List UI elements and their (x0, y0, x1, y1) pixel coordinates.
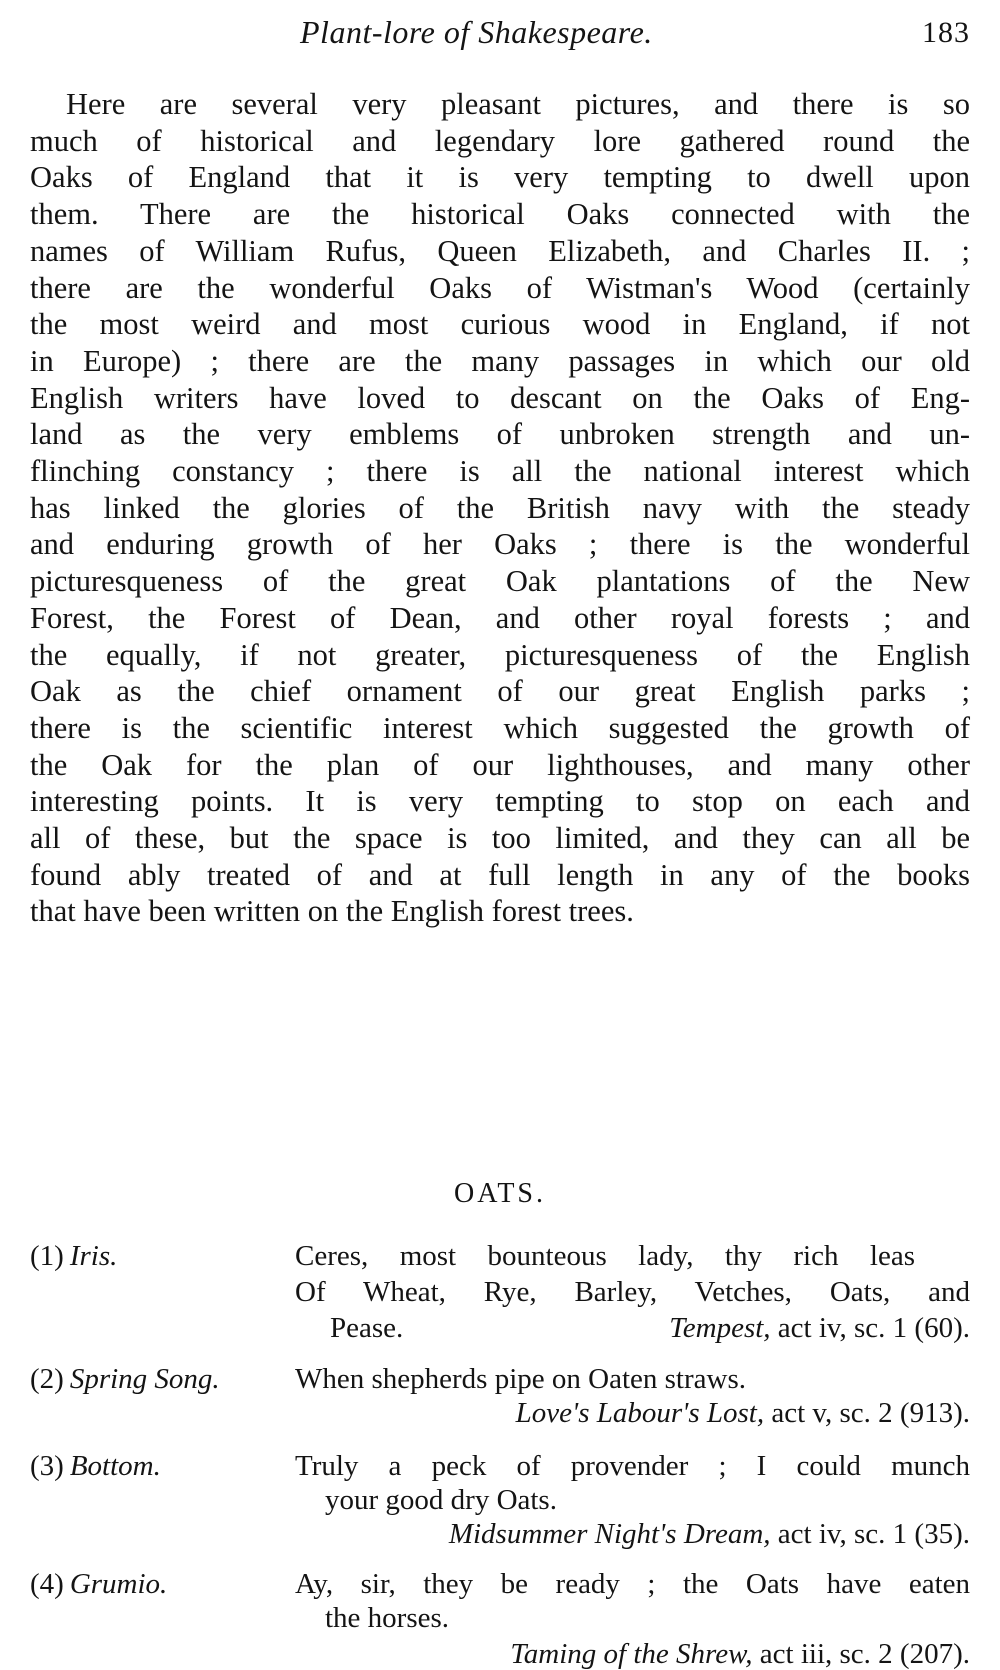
paragraph-line: there are the wonderful Oaks of Wistman's Wood (certainly (30, 270, 970, 305)
paragraph-line: much of historical and legendary lore gathered round the (30, 123, 970, 158)
quote-entry (30, 1240, 970, 1348)
source-reference: act iv, sc. 1 (60). (770, 1312, 970, 1344)
paragraph-line: English writers have loved to descant on the Oaks of Eng- (30, 380, 970, 415)
paragraph-line: and enduring growth of her Oaks ; there is the wonderful (30, 527, 970, 562)
paragraph-line: Oaks of England that it is very tempting to dwell upon (30, 160, 970, 195)
quote-source (510, 1638, 970, 1670)
quote-line: Pease. (330, 1312, 404, 1344)
paragraph-line: interesting points. It is very tempting to stop on each and (30, 784, 970, 819)
paragraph-line: land as the very emblems of unbroken strength and un- (30, 417, 970, 452)
quote-source (516, 1397, 970, 1429)
quote-number-group (30, 1568, 167, 1600)
paragraph-line: all of these, but the space is too limited, and they can all be (30, 821, 970, 856)
quote-number: (1) (30, 1240, 64, 1272)
source-work: Tempest, (669, 1312, 771, 1344)
paragraph-line: the Oak for the plan of our lighthouses, and many other (30, 747, 970, 782)
paragraph-line: the most weird and most curious wood in England, if not (30, 307, 970, 342)
quote-speaker: Bottom. (69, 1450, 161, 1482)
paragraph-line: picturesqueness of the great Oak plantations of the New (30, 564, 970, 599)
source-work: Midsummer Night's Dream, (448, 1518, 771, 1550)
body-paragraph (30, 86, 970, 930)
paragraph-line: them. There are the historical Oaks connected with the (30, 197, 970, 232)
quote-entry (30, 1363, 970, 1435)
paragraph-line: names of William Rufus, Queen Elizabeth, and Charles II. ; (30, 233, 970, 268)
quote-entry (30, 1568, 970, 1670)
quote-line: Truly a peck of provender ; I could munch (295, 1450, 970, 1482)
paragraph-line: has linked the glories of the British navy with the steady (30, 490, 970, 525)
quote-speaker: Grumio. (69, 1568, 168, 1600)
quote-line: Ceres, most bounteous lady, thy rich leas (295, 1240, 915, 1272)
paragraph-line: Here are several very pleasant pictures, and there is so (66, 87, 970, 121)
paragraph-line: Forest, the Forest of Dean, and other royal forests ; and (30, 600, 970, 635)
source-reference: act iv, sc. 1 (35). (770, 1518, 970, 1550)
paragraph-line: in Europe) ; there are the many passages in which our old (30, 343, 970, 378)
quote-line: Ay, sir, they be ready ; the Oats have eaten (295, 1568, 970, 1600)
paragraph-line: that have been written on the English forest trees. (30, 894, 634, 929)
quote-source (669, 1312, 970, 1344)
page-number: 183 (922, 16, 970, 49)
paragraph-line: flinching constancy ; there is all the national interest which (30, 454, 970, 489)
source-work: Love's Labour's Lost, (515, 1397, 765, 1429)
quote-number-group (30, 1363, 220, 1395)
paragraph-line: Oak as the chief ornament of our great English parks ; (30, 674, 970, 709)
quote-number-group (30, 1240, 117, 1272)
source-reference: act iii, sc. 2 (207). (752, 1638, 970, 1670)
quote-line: the horses. (325, 1602, 450, 1634)
paragraph-line: found ably treated of and at full length in any of the books (30, 857, 970, 892)
quote-line: your good dry Oats. (325, 1484, 557, 1516)
quote-number: (4) (30, 1568, 64, 1600)
section-heading: OATS. (453, 1178, 546, 1209)
quote-source (449, 1518, 970, 1550)
source-reference: act v, sc. 2 (913). (764, 1397, 970, 1429)
quote-number-group (30, 1450, 161, 1482)
running-head (0, 14, 1000, 58)
quote-number: (3) (30, 1450, 64, 1482)
quote-speaker: Spring Song. (69, 1363, 220, 1395)
source-work: Taming of the Shrew, (510, 1638, 753, 1670)
quote-speaker: Iris. (69, 1240, 118, 1272)
paragraph-line: the equally, if not greater, picturesqueness of the English (30, 637, 970, 672)
quote-line: When shepherds pipe on Oaten straws. (295, 1363, 746, 1395)
quote-line: Of Wheat, Rye, Barley, Vetches, Oats, and (295, 1276, 970, 1308)
quote-number: (2) (30, 1363, 64, 1395)
running-title: Plant-lore of Shakespeare. (300, 14, 653, 50)
quote-entry (30, 1450, 970, 1555)
paragraph-line: there is the scientific interest which suggested the growth of (30, 710, 970, 745)
